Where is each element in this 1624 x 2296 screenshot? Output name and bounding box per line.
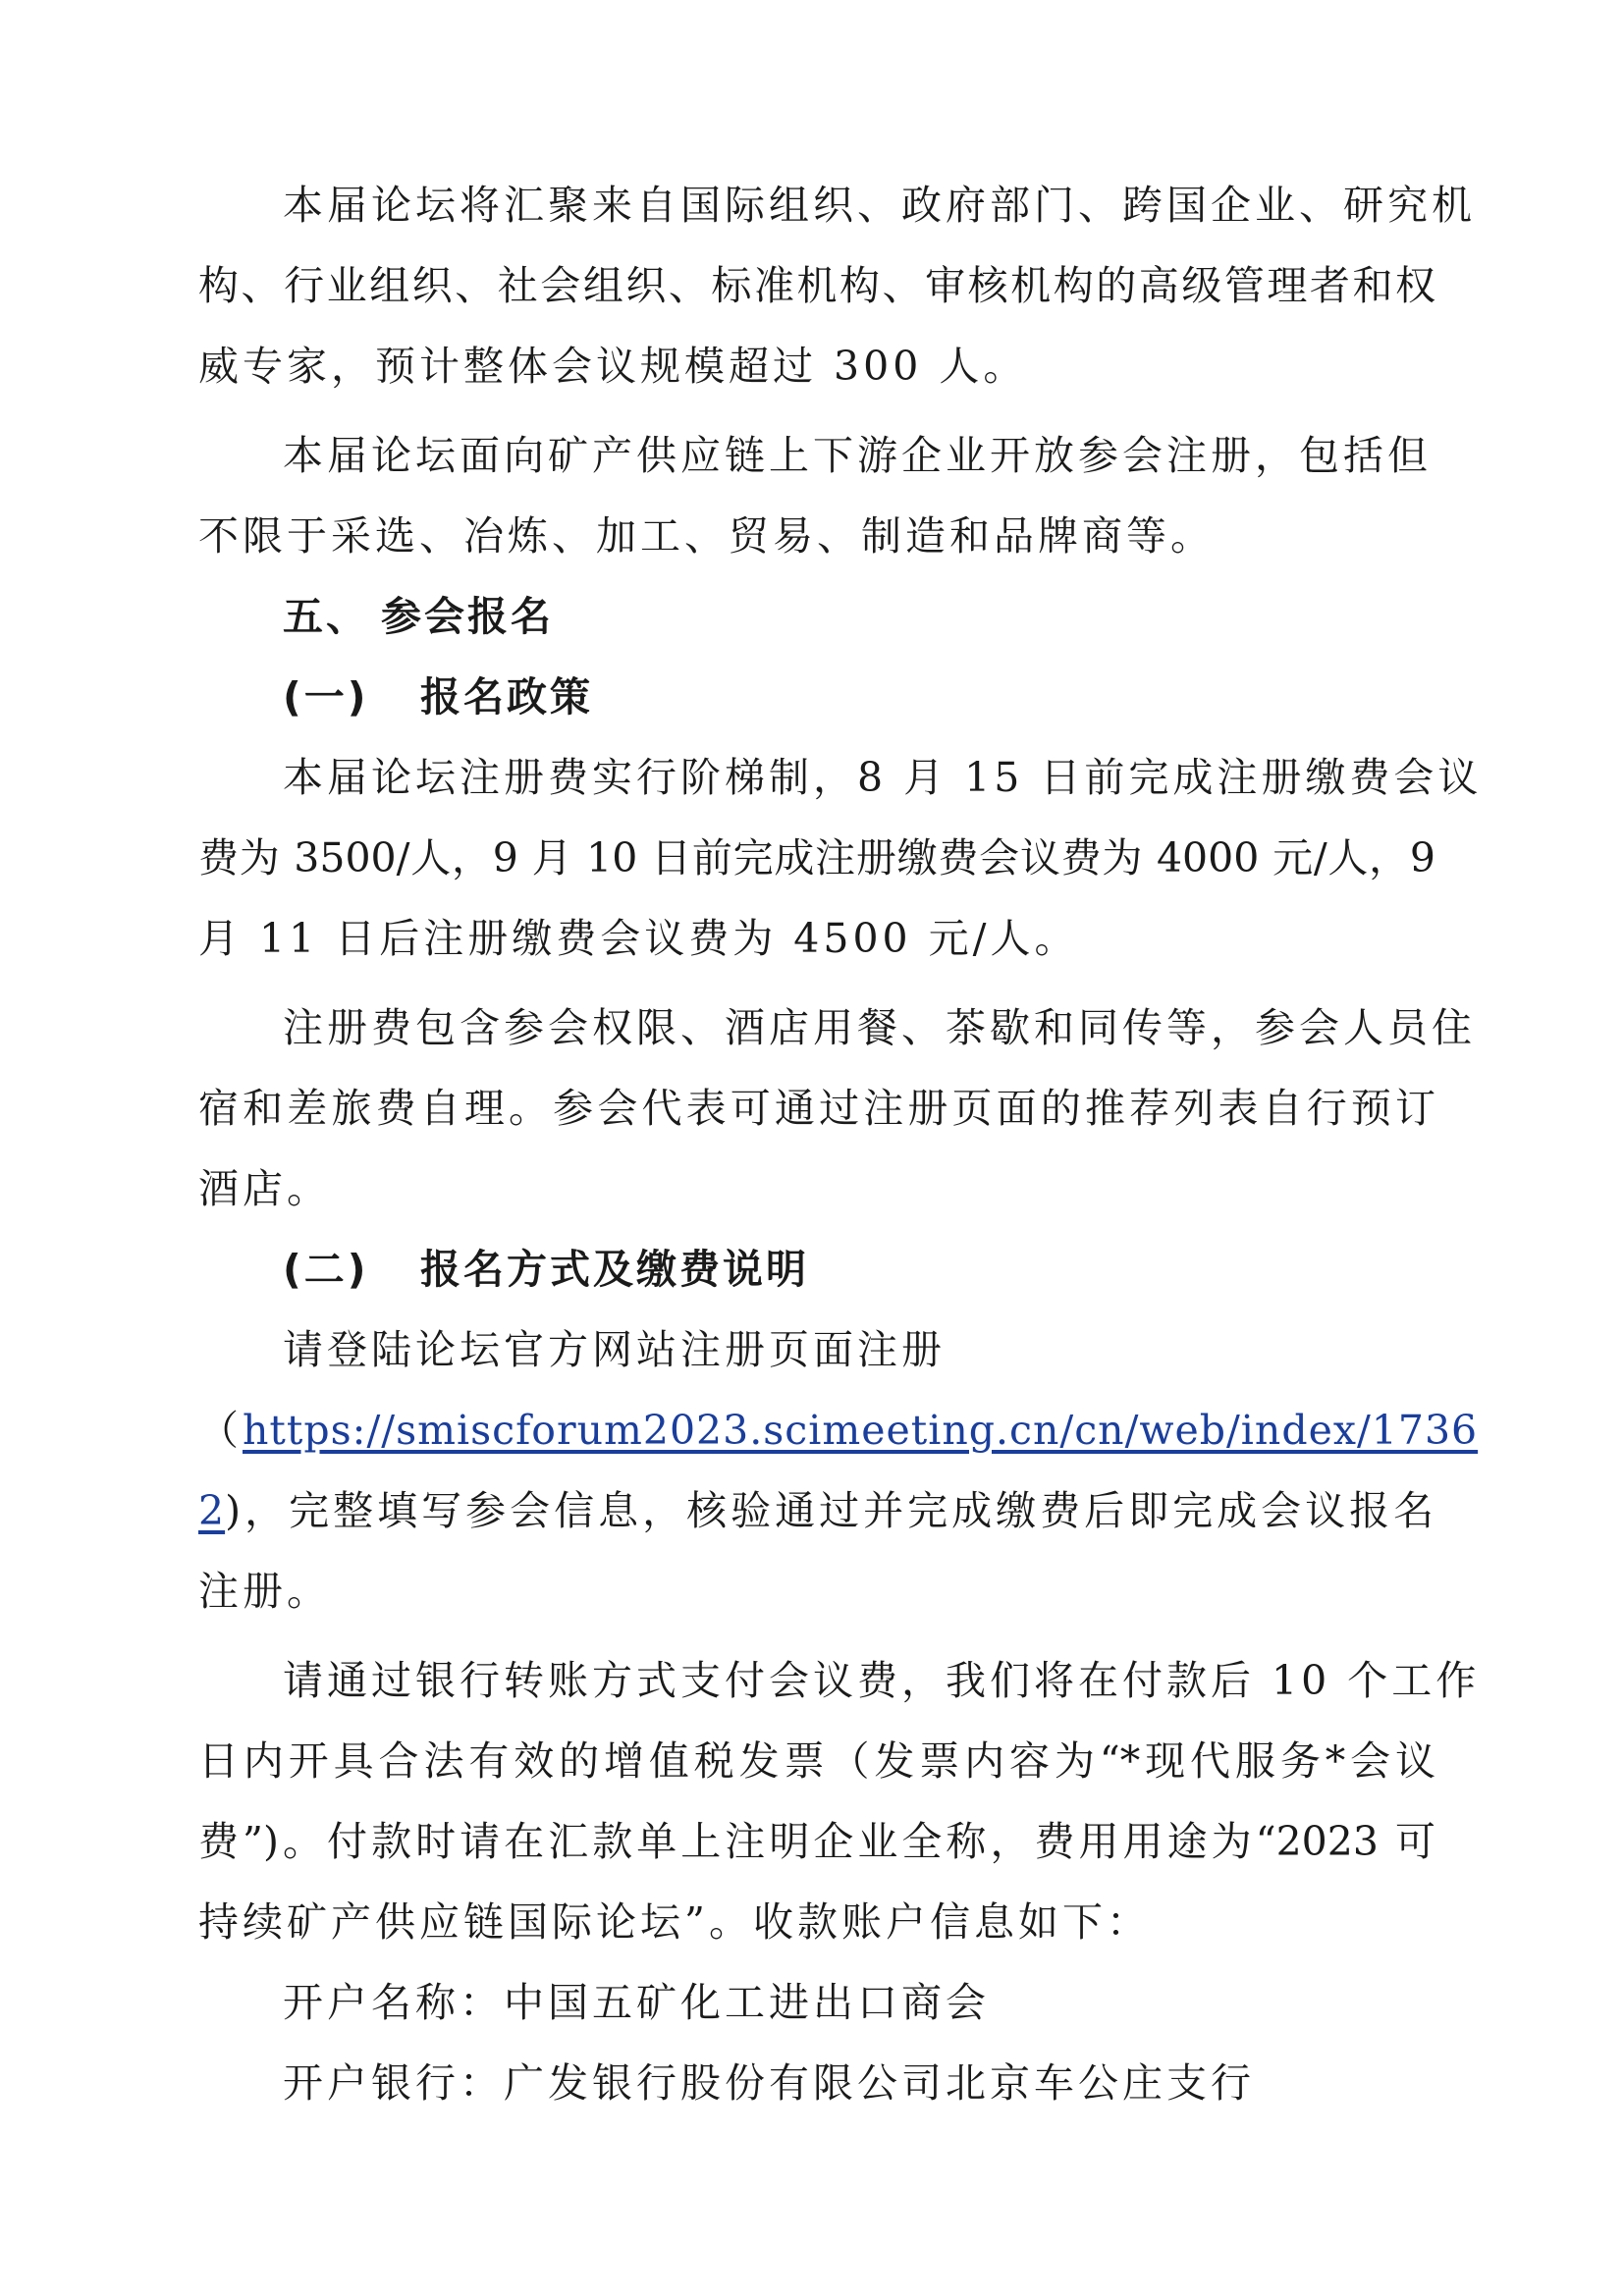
paragraph-line — [198, 1404, 1478, 1457]
account-bank-line: 开户银行：广发银行股份有限公司北京车公庄支行 — [283, 2059, 1255, 2107]
paragraph-line: 本届论坛面向矿产供应链上下游企业开放参会注册，包括但 — [283, 432, 1432, 479]
account-name-line: 开户名称：中国五矿化工进出口商会 — [283, 1979, 990, 2026]
paragraph-line: 威专家，预计整体会议规模超过 300 人。 — [198, 343, 1028, 390]
paragraph-line: 费”)。付款时请在汇款单上注明企业全称，费用用途为“2023 可 — [198, 1818, 1435, 1865]
paragraph-text: )，完整填写参会信息，核验通过并完成缴费后即完成会议报名 — [225, 1487, 1438, 1534]
paragraph-line: 注册费包含参会权限、酒店用餐、茶歇和同传等，参会人员住 — [283, 1004, 1476, 1051]
paragraph-line — [198, 1484, 1437, 1537]
paragraph-line: 酒店。 — [198, 1165, 331, 1212]
section-heading — [283, 590, 554, 643]
subsection-number: (二) — [283, 1246, 369, 1293]
paragraph-line: 宿和差旅费自理。参会代表可通过注册页面的推荐列表自行预订 — [198, 1085, 1435, 1132]
paragraph-line: 持续矿产供应链国际论坛”。收款账户信息如下： — [198, 1898, 1151, 1946]
paragraph-line: 注册。 — [198, 1568, 331, 1615]
section-title: 参会报名 — [381, 593, 554, 640]
paragraph-line: 月 11 日后注册缴费会议费为 4500 元/人。 — [198, 915, 1079, 962]
registration-link[interactable]: https://smiscforum2023.scimeeting.cn/cn/web/index/1736 — [243, 1407, 1479, 1454]
subsection-title: 报名政策 — [420, 673, 593, 721]
subsection-title: 报名方式及缴费说明 — [420, 1246, 809, 1293]
paragraph-line: 日内开具合法有效的增值税发票（发票内容为“*现代服务*会议 — [198, 1737, 1435, 1785]
registration-link-continued[interactable]: 2 — [198, 1487, 226, 1534]
subsection-heading — [283, 1243, 809, 1296]
paragraph-line: 费为 3500/人，9 月 10 日前完成注册缴费会议费为 4000 元/人，9 — [198, 834, 1435, 881]
subsection-heading — [283, 670, 593, 723]
paragraph-line: 请通过银行转账方式支付会议费，我们将在付款后 10 个工作 — [283, 1657, 1481, 1704]
subsection-number: (一) — [283, 673, 369, 721]
paragraph-line: 不限于采选、冶炼、加工、贸易、制造和品牌商等。 — [198, 512, 1215, 560]
paragraph-line: 本届论坛将汇聚来自国际组织、政府部门、跨国企业、研究机 — [283, 182, 1476, 229]
open-paren: （ — [198, 1407, 243, 1454]
section-number: 五、 — [283, 593, 369, 640]
paragraph-line: 请登陆论坛官方网站注册页面注册 — [283, 1326, 946, 1373]
paragraph-line: 构、行业组织、社会组织、标准机构、审核机构的高级管理者和权 — [198, 262, 1435, 309]
paragraph-line: 本届论坛注册费实行阶梯制，8 月 15 日前完成注册缴费会议 — [283, 754, 1483, 801]
